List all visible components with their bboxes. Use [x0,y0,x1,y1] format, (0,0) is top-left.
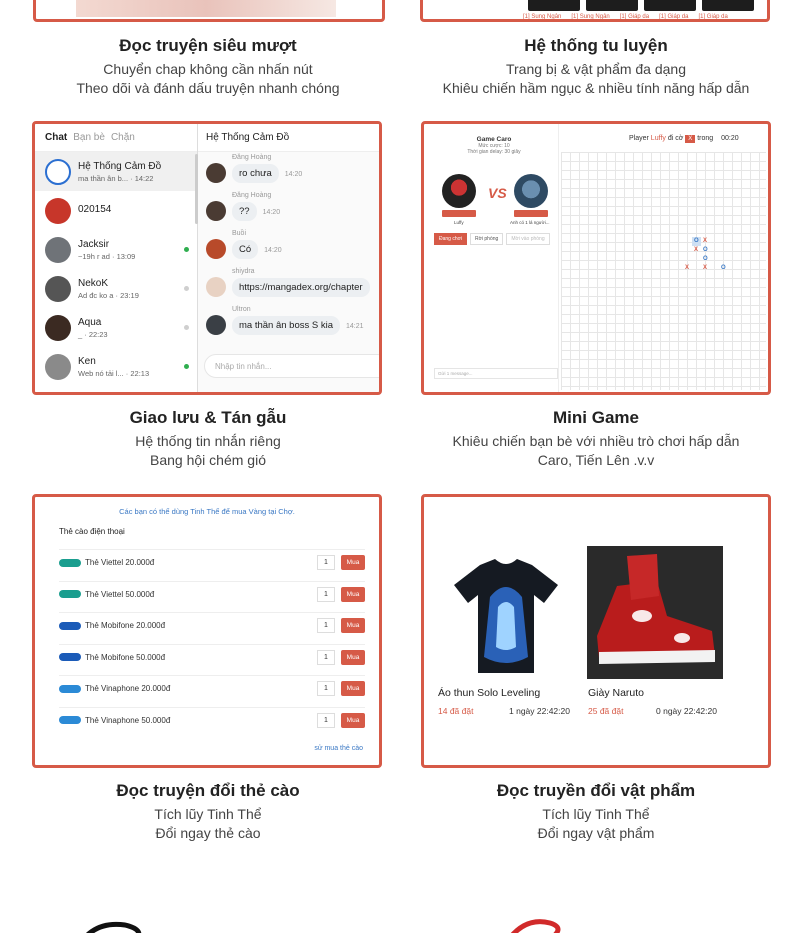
feature-line: Khiêu chiến bạn bè với nhiều trò chơi hấp dẫn [452,433,740,449]
message-author: shiydra [232,268,255,275]
manga-page-image [76,0,336,17]
card-product-row [59,549,365,575]
versus-label: VS [488,185,507,201]
feature-line: Theo dõi và đánh dấu truyện nhanh chóng [76,80,340,96]
turn-timer: 00:20 [721,135,739,142]
game-bet: Mức cược: 10 [478,143,510,149]
carrier-logo-icon [59,559,81,567]
message-time: 14:20 [284,171,303,178]
leave-room-button[interactable]: Rời phòng [470,233,503,245]
contact-item[interactable] [35,308,197,347]
quantity-input[interactable]: 1 [317,713,335,728]
feature-title: Đọc truyền đổi vật phẩm [496,781,696,800]
avatar [206,239,226,259]
feature-caption-chat [28,408,388,470]
feature-caption-cultivation [416,36,776,98]
contact-item[interactable] [35,152,197,191]
product-countdown: 0 ngày 22:42:20 [656,706,717,716]
feature-line: Trang bị & vật phẩm đa dạng [505,61,687,77]
equipment-slot[interactable] [528,0,580,11]
product-countdown: 1 ngày 22:42:20 [509,706,570,716]
contact-item[interactable] [35,230,197,269]
contact-name: NekoK [78,277,109,289]
status-mid: đi cờ [667,135,684,142]
feature-title: Mini Game [553,408,639,427]
online-status-dot [184,247,189,252]
buy-button[interactable]: Mua [341,713,365,728]
message-author: Đăng Hoàng [232,192,272,199]
tab-playing[interactable]: Đang chơi [434,233,467,245]
contact-item[interactable] [35,191,197,230]
feature-line: Đổi ngay thẻ cào [155,825,261,841]
quantity-input[interactable]: 1 [317,681,335,696]
board-mark-o: O [721,265,726,271]
phone-card-shop-card [32,494,382,768]
chat-preview-card [32,121,382,395]
message-bubble: ro chưa [232,164,279,183]
online-status-dot [184,286,189,291]
message-bubble: https://mangadex.org/chapter [232,278,370,297]
invite-button[interactable]: Mời vào phòng [506,233,549,245]
chat-sidebar [35,124,198,392]
online-status-dot [184,364,189,369]
merch-shop-card [421,494,771,768]
status-mark: X [685,135,695,143]
player1-avatar [442,174,476,208]
card-product-name: Thẻ Vinaphone 50.000đ [85,715,171,725]
card-product-row [59,644,365,670]
message-input[interactable]: Nhập tin nhắn... [204,354,382,378]
avatar [45,237,71,263]
board-mark-o: O [703,247,708,253]
feature-caption-cards [28,781,388,843]
caro-board[interactable] [561,152,766,390]
status-player: Luffy [650,135,666,142]
board-mark-x: X [694,247,699,253]
product-sold-count: 25 đã đặt [588,706,624,716]
minigame-preview-card [421,121,771,395]
board-mark-x: X [685,265,690,271]
feature-line: Đổi ngay vật phẩm [537,825,655,841]
avatar [206,163,226,183]
message-bubble: ?? [232,202,257,221]
game-divider [558,124,559,392]
buy-button[interactable]: Mua [341,555,365,570]
script-lettering-image [70,915,590,933]
avatar [206,201,226,221]
status-in: trong [697,135,714,142]
chat-tabs [35,124,197,152]
card-product-name: Thẻ Viettel 20.000đ [85,558,155,567]
avatar [206,277,226,297]
avatar [45,198,71,224]
game-title: Game Caro [476,136,512,143]
carrier-logo-icon [59,653,81,661]
board-mark-o: O [694,238,699,244]
tshirt-image[interactable] [450,557,562,675]
equipment-slots [528,0,754,11]
sneaker-image[interactable] [587,546,723,679]
chat-message [206,230,282,259]
player2-mark-bar [514,210,548,217]
contact-last-message: Ad đc ko a · 23:19 [78,290,139,300]
product-name[interactable]: Giày Naruto [588,687,645,699]
feature-caption-reading [28,36,388,98]
equipment-label: [1] Sung Ngân [571,14,610,20]
tab-blocked[interactable]: Chặn [110,132,135,143]
feature-line: Tích lũy Tinh Thể [154,806,262,822]
quantity-input[interactable]: 1 [317,650,335,665]
equipment-label: [1] Sung Ngân [523,14,562,20]
card-product-name: Thẻ Mobifone 50.000đ [85,652,166,662]
product-name[interactable]: Áo thun Solo Leveling [438,687,541,699]
purchase-history-link[interactable]: sử mua thẻ cào [314,745,363,752]
turn-status [629,135,739,143]
chat-message [206,154,302,183]
feature-caption-minigame [416,408,776,470]
contact-item[interactable] [35,269,197,308]
contact-item[interactable] [35,347,197,386]
avatar [45,354,71,380]
avatar [206,315,226,335]
equipment-slot[interactable] [644,0,696,11]
message-bubble: ma thần ân boss S kia [232,316,340,335]
player1-name: Luffy [454,220,464,225]
game-message-input[interactable]: Gửi 1 message... [434,368,558,379]
quantity-input[interactable]: 1 [317,555,335,570]
card-product-row [59,675,365,701]
feature-title: Giao lưu & Tán gẫu [129,408,287,427]
feature-line: Hệ thống tin nhắn riêng [135,433,281,449]
shop-notice: Các bạn có thể dùng Tinh Thể để mua Vàng tại Chợ. [119,507,295,516]
buy-button[interactable]: Mua [341,650,365,665]
board-mark-x: X [703,265,708,271]
contact-name: 020154 [78,204,112,215]
contact-name: Aqua [78,316,102,328]
message-time: 14:20 [264,247,282,254]
cultivation-preview-card [420,0,770,22]
feature-title: Đọc truyện đổi thẻ cào [116,781,300,800]
message-author: Buồi [232,230,247,237]
tab-friends[interactable]: Bạn bè [73,132,105,143]
card-product-row [59,612,365,638]
equipment-label: [1] Giáp da [659,14,689,20]
card-product-name: Thẻ Mobifone 20.000đ [85,621,166,630]
tab-chat[interactable]: Chat [45,132,68,143]
avatar [45,276,71,302]
player2-name: Anh có 1 lá người... [510,220,550,225]
player2-avatar [514,174,548,208]
feature-line: Chuyển chap không cần nhấn nút [103,61,313,77]
feature-line: Bang hội chém gió [150,452,266,468]
feature-line: Tích lũy Tinh Thể [542,806,650,822]
message-author: Đăng Hoàng [232,154,272,161]
game-delay: Thời gian delay: 30 giây [467,149,521,155]
feature-line: Khiêu chiến hầm ngục & nhiều tính năng hấp dẫn [442,80,750,96]
online-status-dot [184,325,189,330]
contact-last-message: ~19h r ad · 13:09 [78,251,136,261]
product-sold-count: 14 đã đặt [438,706,474,716]
contact-last-message: _ · 22:23 [78,329,108,339]
quantity-input[interactable]: 1 [317,587,335,602]
game-panel [430,130,558,386]
equipment-slot[interactable] [702,0,754,11]
player1-mark-bar [442,210,476,217]
carrier-logo-icon [59,622,81,630]
card-product-row [59,707,365,733]
message-author: Ultron [232,306,251,313]
decorative-script-heading [70,904,590,933]
reader-preview-card [33,0,385,22]
message-time: 14:21 [346,323,364,330]
shop-header: Thẻ cào điện thoại [59,527,125,536]
feature-line: Caro, Tiến Lên .v.v [537,452,655,468]
buy-button[interactable]: Mua [341,681,365,696]
chat-conversation [198,124,379,392]
board-mark-o: O [703,256,708,262]
carrier-logo-icon [59,685,81,693]
game-tabs [434,233,550,245]
contact-name: Ken [78,355,96,367]
contact-last-message: Web nó tải l... · 22:13 [78,368,150,378]
quantity-input[interactable]: 1 [317,618,335,633]
feature-caption-items [416,781,776,843]
status-prefix: Player [629,135,649,142]
avatar [45,315,71,341]
carrier-logo-icon [59,590,81,598]
message-bubble: Có [232,240,258,259]
card-product-name: Thẻ Vinaphone 20.000đ [85,684,171,693]
carrier-logo-icon [59,716,81,724]
feature-title: Hệ thống tu luyện [524,36,668,55]
message-time: 14:20 [262,209,281,216]
buy-button[interactable]: Mua [341,587,365,602]
conversation-title: Hệ Thống Cảm Đồ [198,124,379,152]
card-product-row [59,581,365,607]
chat-message [206,268,376,297]
equipment-labels [523,14,728,20]
card-product-name: Thẻ Viettel 50.000đ [85,589,155,599]
board-mark-x: X [703,238,708,244]
equipment-slot[interactable] [586,0,638,11]
chat-message [206,306,364,335]
contact-name: Hệ Thống Cảm Đồ [78,160,162,172]
contact-last-message: ma thần ân b... · 14:22 [78,173,154,183]
avatar [45,159,71,185]
buy-button[interactable]: Mua [341,618,365,633]
equipment-label: [1] Giáp da [698,14,728,20]
equipment-label: [1] Giáp da [619,14,650,20]
feature-title: Đọc truyện siêu mượt [119,36,297,55]
chat-message [206,192,280,221]
contact-name: Jacksir [78,238,110,250]
